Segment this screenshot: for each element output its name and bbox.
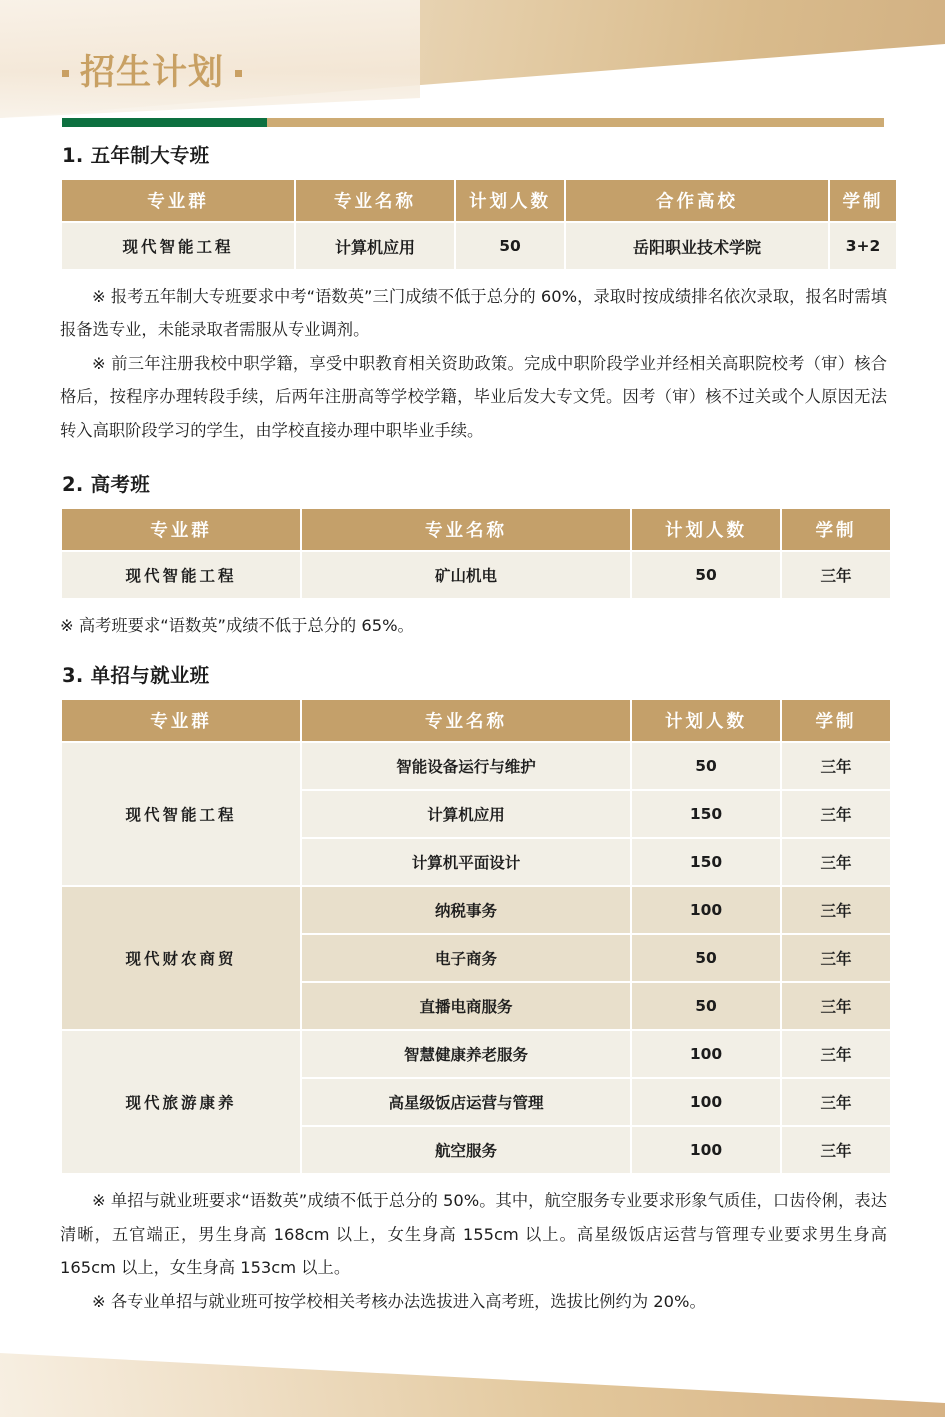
section-2-heading: 2. 高考班 [62, 473, 151, 497]
section-3-heading: 3. 单招与就业班 [62, 664, 210, 688]
section-five-year-college [0, 140, 945, 447]
cell-quota: 100 [632, 1079, 780, 1125]
column-header-partner: 合作高校 [566, 180, 828, 221]
cell-quota: 100 [632, 1127, 780, 1173]
cell-duration: 三年 [782, 887, 890, 933]
cell-quota: 50 [456, 223, 564, 269]
table-header-row [62, 180, 896, 221]
cell-duration: 三年 [782, 1079, 890, 1125]
section-1-notes [0, 280, 945, 447]
cell-major: 计算机平面设计 [302, 839, 630, 885]
cell-group: 现代财农商贸 [62, 887, 300, 1029]
column-header-major: 专业名称 [302, 509, 630, 550]
cell-duration: 三年 [782, 552, 890, 598]
cell-major: 直播电商服务 [302, 983, 630, 1029]
cell-duration: 三年 [782, 935, 890, 981]
column-header-group: 专业群 [62, 700, 300, 741]
cell-duration: 三年 [782, 983, 890, 1029]
cell-quota: 50 [632, 983, 780, 1029]
cell-major: 高星级饭店运营与管理 [302, 1079, 630, 1125]
section-3-notes [0, 1184, 945, 1318]
cell-partner: 岳阳职业技术学院 [566, 223, 828, 269]
five-year-plan-table [60, 178, 898, 271]
note-text: ※ 高考班要求“语数英”成绩不低于总分的 65%。 [60, 616, 414, 636]
cell-group: 现代智能工程 [62, 223, 294, 269]
single-recruit-plan-table [60, 698, 892, 1175]
cell-major: 智能设备运行与维护 [302, 743, 630, 789]
cell-duration: 三年 [782, 791, 890, 837]
content-area [0, 140, 945, 1318]
title-bullet-right-icon [235, 70, 242, 77]
cell-quota: 150 [632, 791, 780, 837]
column-header-major: 专业名称 [296, 180, 454, 221]
cell-major: 计算机应用 [302, 791, 630, 837]
cell-major: 矿山机电 [302, 552, 630, 598]
footer-decoration [0, 1325, 945, 1417]
section-gaokao-class [0, 469, 945, 642]
table-row [62, 552, 890, 598]
column-header-duration: 学制 [830, 180, 896, 221]
cell-quota: 100 [632, 1031, 780, 1077]
column-header-duration: 学制 [782, 700, 890, 741]
column-header-quota: 计划人数 [632, 509, 780, 550]
title-divider-green [62, 118, 267, 127]
title-divider-gold [267, 118, 884, 127]
column-header-group: 专业群 [62, 509, 300, 550]
section-1-heading: 1. 五年制大专班 [62, 144, 210, 167]
table-row [62, 223, 896, 269]
footer-gold-wedge [0, 1325, 945, 1417]
note-text: ※ 各专业单招与就业班可按学校相关考核办法选拔进入高考班，选拔比例约为 20%。 [92, 1291, 706, 1311]
column-header-group: 专业群 [62, 180, 294, 221]
cell-duration: 三年 [782, 1127, 890, 1173]
column-header-major: 专业名称 [302, 700, 630, 741]
table-row [62, 887, 890, 933]
table-header-row [62, 509, 890, 550]
note-text: ※ 报考五年制大专班要求中考“语数英”三门成绩不低于总分的 60%，录取时按成绩排名依次录取，报名时需填报备选专业，未能录取者需服从专业调剂。 [60, 287, 887, 340]
note-text: ※ 单招与就业班要求“语数英”成绩不低于总分的 50%。其中，航空服务专业要求形象气质佳，口齿伶俐，表达清晰，五官端正，男生身高 168cm 以上，女生身高 155cm 以上。高星级饭店运营与管理专业要求男生身高 165cm 以上，女生身高 153cm 以上。 [60, 1191, 887, 1278]
table-row [62, 743, 890, 789]
section-single-recruit-employment [0, 660, 945, 1318]
cell-major: 智慧健康养老服务 [302, 1031, 630, 1077]
cell-group: 现代智能工程 [62, 743, 300, 885]
cell-group: 现代智能工程 [62, 552, 300, 598]
cell-quota: 150 [632, 839, 780, 885]
cell-quota: 50 [632, 935, 780, 981]
cell-major: 计算机应用 [296, 223, 454, 269]
table-row [62, 1031, 890, 1077]
column-header-quota: 计划人数 [456, 180, 564, 221]
cell-duration: 三年 [782, 839, 890, 885]
section-2-notes [0, 609, 945, 642]
column-header-quota: 计划人数 [632, 700, 780, 741]
cell-major: 航空服务 [302, 1127, 630, 1173]
column-header-duration: 学制 [782, 509, 890, 550]
cell-duration: 三年 [782, 1031, 890, 1077]
title-bullet-left-icon [62, 70, 69, 77]
page-title-text: 招生计划 [80, 53, 225, 93]
cell-quota: 50 [632, 743, 780, 789]
cell-group: 现代旅游康养 [62, 1031, 300, 1173]
cell-quota: 100 [632, 887, 780, 933]
table-header-row [62, 700, 890, 741]
cell-quota: 50 [632, 552, 780, 598]
cell-duration: 3+2 [830, 223, 896, 269]
note-text: ※ 前三年注册我校中职学籍，享受中职教育相关资助政策。完成中职阶段学业并经相关高职院校考（审）核合格后，按程序办理转段手续，后两年注册高等学校学籍，毕业后发大专文凭。因考（审）核不过关或个人原因无法转入高职阶段学习的学生，由学校直接办理中职毕业手续。 [60, 353, 887, 440]
cell-duration: 三年 [782, 743, 890, 789]
page-title [62, 53, 242, 93]
gaokao-plan-table [60, 507, 892, 600]
cell-major: 电子商务 [302, 935, 630, 981]
title-divider [62, 118, 884, 127]
cell-major: 纳税事务 [302, 887, 630, 933]
